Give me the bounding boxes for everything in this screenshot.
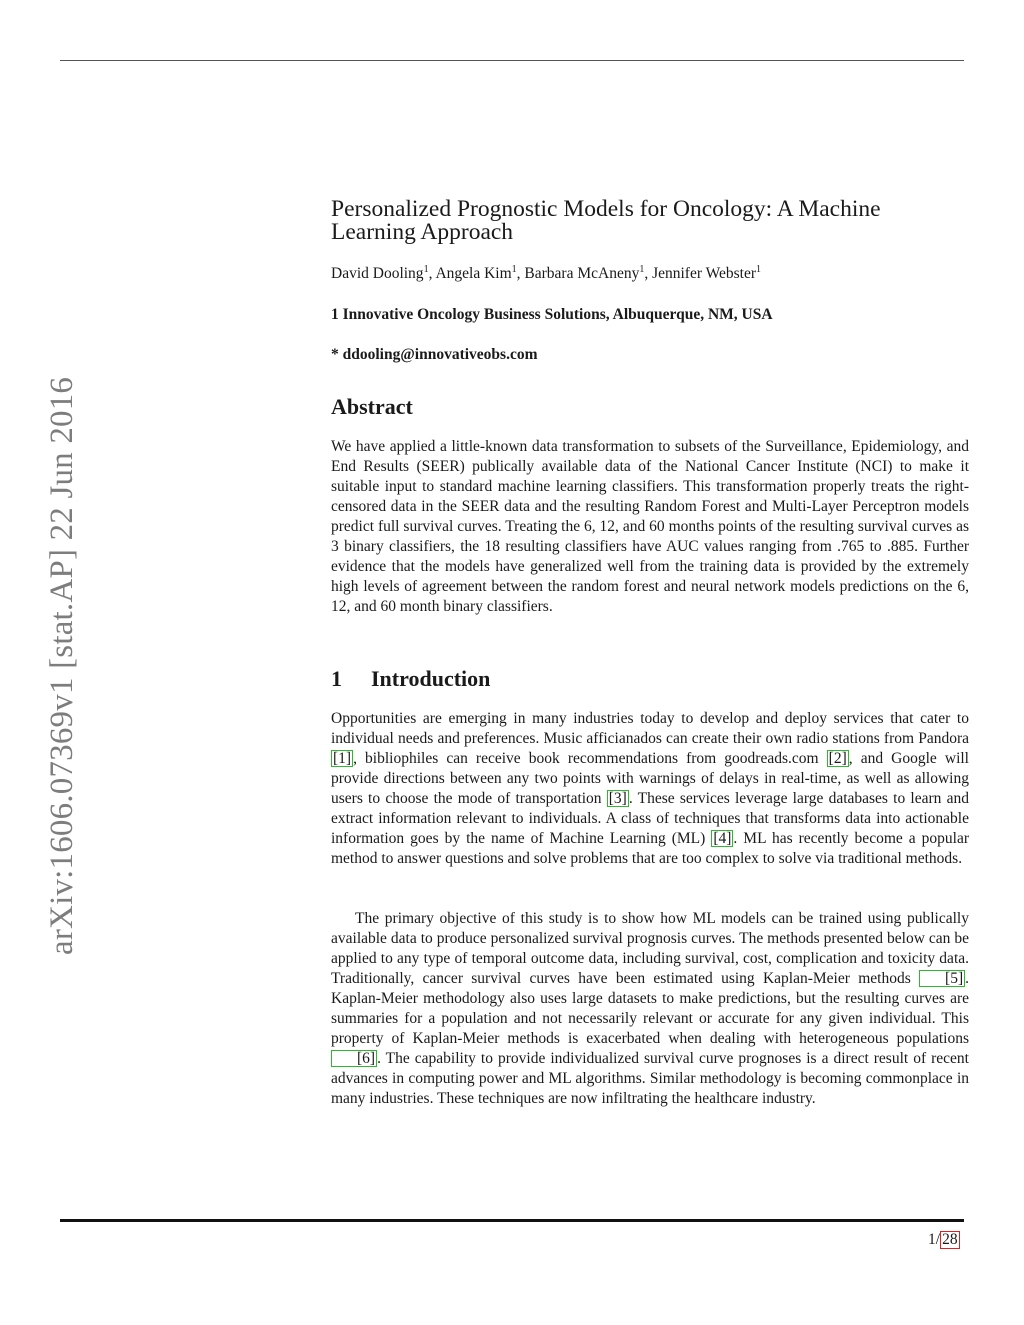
- text-run: . Kaplan-Meier methodology also uses large datasets to make predictions, but the resulting curves are summaries for a population and not necessarily relevant or accurate for any given individual. This property of Kaplan-Meier methods is exacerbated when dealing with heterogeneous populations: [331, 970, 969, 1047]
- current-page: 1/: [928, 1231, 941, 1248]
- author-affiliation-mark: 1: [423, 264, 429, 275]
- abstract-heading: Abstract: [331, 394, 413, 419]
- author-name: Barbara McAneny: [524, 265, 640, 283]
- citation-link[interactable]: [2]: [828, 750, 847, 767]
- text-run: . The capability to provide individualized survival curve prognoses is a direct result of recent advances in computing power and ML algorithms. Similar methodology is becoming commonplace in many industries. These techniques are now infiltrating the healthcare industry.: [331, 1050, 969, 1107]
- citation-link[interactable]: [6]: [331, 1050, 377, 1067]
- author-affiliation-mark: 1: [756, 264, 762, 275]
- text-run: , bibliophiles can receive book recommendations from goodreads.com: [353, 750, 827, 767]
- total-pages-link[interactable]: 28: [942, 1231, 958, 1248]
- citation-link[interactable]: [3]: [608, 790, 627, 807]
- arxiv-identifier: arXiv:1606.07369v1 [stat.AP] 22 Jun 2016: [44, 376, 80, 955]
- page-number: [928, 1231, 960, 1249]
- corresponding-email: * ddooling@innovativeobs.com: [331, 346, 538, 363]
- citation-link[interactable]: [4]: [713, 830, 732, 847]
- section-title: Introduction: [371, 666, 491, 691]
- author-name: Jennifer Webster: [652, 265, 757, 283]
- section-number: 1: [331, 666, 342, 691]
- citation-link[interactable]: [5]: [919, 970, 965, 987]
- footer-rule: [60, 1219, 964, 1222]
- header-rule: [60, 60, 964, 61]
- text-run: Opportunities are emerging in many industries today to develop and deploy services that cater to individual needs and preferences. Music afficianados can create their own radio stations from Pandora: [331, 710, 969, 747]
- citation-link[interactable]: [1]: [333, 750, 352, 767]
- text-run: , and Google will provide directions between any two points with warnings of delays in real-time, as well as allowing users to choose the mode of transportation: [331, 750, 969, 807]
- author-name: Angela Kim: [435, 265, 512, 283]
- intro-paragraph-1: [331, 709, 969, 869]
- intro-paragraph-2: [331, 909, 969, 1109]
- paper-title: Personalized Prognostic Models for Oncology: A Machine Learning Approach: [331, 196, 881, 245]
- author-affiliation-mark: 1: [511, 264, 517, 275]
- author-list: David Dooling$^1$, Angela Kim$^1$, Barbara McAneny$^1$, Jennifer Webster$^1$: [331, 264, 762, 283]
- abstract-text: We have applied a little-known data transformation to subsets of the Surveillance, Epidemiology, and End Results (SEER) publically available data of the National Cancer Institute (NCI) to make it suitable input to standard machine learning classifiers. This transformation properly treats the right-censored data in the SEER data and the resulting Random Forest and Multi-Layer Perceptron models predict full survival curves. Treating the 6, 12, and 60 months points of the resulting survival curves as 3 binary classifiers, the 18 resulting classifiers have AUC values ranging from .765 to .885. Further evidence that the models have generalized well from the training data is provided by the extremely high levels of agreement between the random forest and neural network models predictions on the 6, 12, and 60 month binary classifiers.: [331, 438, 969, 615]
- text-run: . ML has recently become a popular method to answer questions and solve problems that are too complex to solve via traditional methods.: [331, 830, 969, 867]
- author-affiliation-mark: 1: [639, 264, 645, 275]
- affiliation: 1 Innovative Oncology Business Solutions, Albuquerque, NM, USA: [331, 306, 773, 323]
- author-name: David Dooling: [331, 265, 424, 283]
- text-run: The primary objective of this study is to show how ML models can be trained using publically available data to produce personalized survival prognosis curves. The methods presented below can be applied to any type of temporal outcome data, including survival, cost, complication and toxicity data. Traditionally, cancer survival curves have been estimated using Kaplan-Meier methods: [331, 910, 969, 987]
- section-heading-introduction: [331, 666, 490, 692]
- text-run: . These services leverage large databases to learn and extract information relevant to individuals. A class of techniques that transforms data into actionable information goes by the name of Machine Learning (ML): [331, 790, 969, 847]
